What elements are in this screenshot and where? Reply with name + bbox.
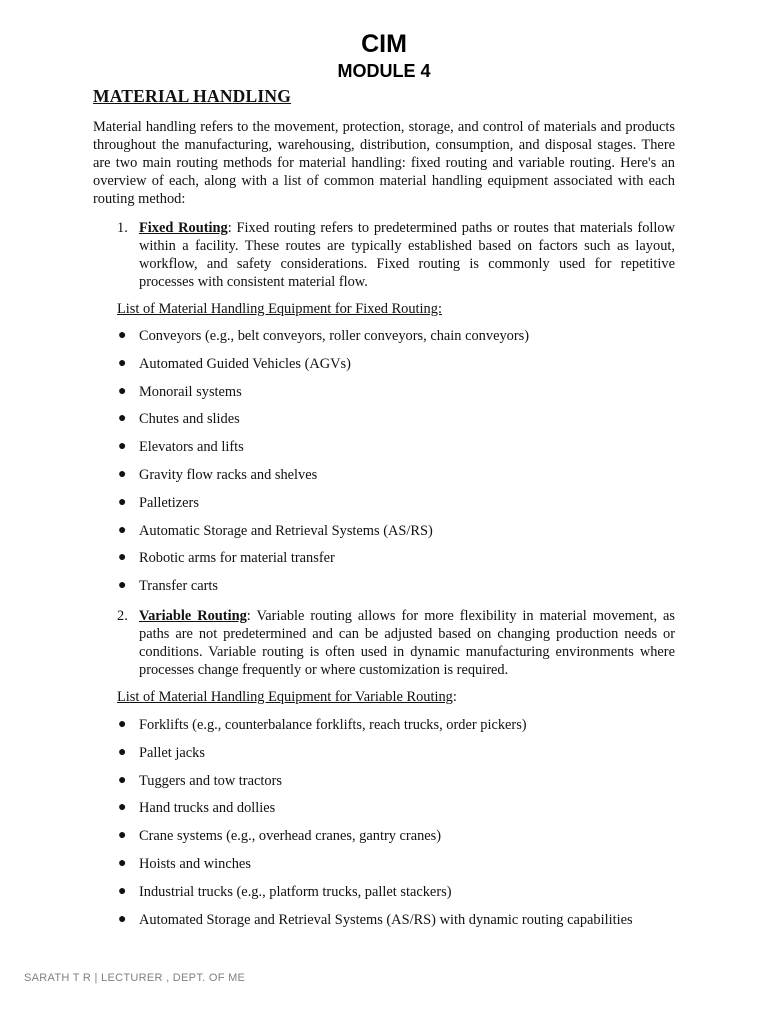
- fixed-list-heading: List of Material Handling Equipment for Fixed Routing:: [117, 301, 442, 317]
- bullet-icon: ●: [118, 355, 127, 371]
- bullet-icon: ●: [118, 578, 127, 594]
- bullet-icon: ●: [118, 883, 127, 899]
- list-item: ● Tuggers and tow tractors: [118, 772, 282, 789]
- bullet-icon: ●: [118, 439, 127, 455]
- bullet-icon: ●: [118, 911, 127, 927]
- bullet-icon: ●: [118, 717, 127, 732]
- bullet-icon: ●: [118, 494, 127, 510]
- list-item: ● Hand trucks and dollies: [118, 800, 276, 817]
- page-footer: SARATH T R | LECTURER , DEPT. OF ME: [24, 972, 246, 984]
- bullet-icon: ●: [118, 772, 127, 788]
- fixed-routing-description: : Fixed routing refers to predetermined paths or routes that materials follow within a facility. These routes are typically established based on factors such as layout, workflow, and safety considerations. Fixed routing is commonly used for repetitive processes with consistent material flow.: [139, 220, 675, 290]
- variable-routing-description: : Variable routing allows for more flexibility in material movement, as paths are not predetermined and can be adjusted based on changing production needs or conditions. Variable routing is often used in dynamic manufacturing environments where processes change frequently or where customization is required.: [139, 608, 675, 678]
- list-item: ● Crane systems (e.g., overhead cranes, gantry cranes): [118, 828, 442, 845]
- list-item: ● Robotic arms for material transfer: [118, 550, 335, 567]
- list-item: ● Elevators and lifts: [118, 439, 244, 456]
- variable-equipment-list: [117, 716, 633, 938]
- list-item: ● Automatic Storage and Retrieval Systems (AS/RS): [118, 522, 433, 539]
- variable-list-heading: [117, 688, 457, 706]
- bullet-icon: ●: [118, 411, 127, 427]
- list-item: ● Hoists and winches: [118, 855, 251, 872]
- list-item: ● Conveyors (e.g., belt conveyors, roller conveyors, chain conveyors): [118, 328, 530, 344]
- list-item: ● Monorail systems: [118, 383, 242, 400]
- fixed-routing-term: Fixed Routing: [139, 220, 228, 236]
- bullet-icon: ●: [118, 328, 127, 343]
- list-item: ● Industrial trucks (e.g., platform trucks, pallet stackers): [118, 883, 452, 900]
- fixed-routing-body: [139, 219, 675, 291]
- fixed-equipment-list: [117, 327, 529, 605]
- list-item: ● Transfer carts: [118, 578, 218, 595]
- variable-list-heading-colon: :: [452, 689, 457, 705]
- bullet-icon: ●: [118, 522, 127, 538]
- bullet-icon: ●: [118, 800, 127, 816]
- bullet-icon: ●: [118, 550, 127, 566]
- document-title: CIM: [361, 30, 407, 58]
- list-item: ● Automated Guided Vehicles (AGVs): [118, 355, 351, 372]
- module-label: MODULE 4: [337, 61, 431, 81]
- list-item: ● Palletizers: [118, 494, 199, 511]
- section-heading: MATERIAL HANDLING: [93, 86, 292, 106]
- bullet-icon: ●: [118, 855, 127, 871]
- bullet-icon: ●: [118, 744, 127, 760]
- intro-paragraph: Material handling refers to the movement, protection, storage, and control of materials and products throughout the manufacturing, warehousing, distribution, consumption, and disposal stages. There are two main routing methods for material handling: fixed routing and variable routing. Here's an overview of each, along with a list of common material handling equipment associated with each routing method:: [93, 119, 675, 207]
- bullet-icon: ●: [118, 828, 127, 844]
- list-item: ● Pallet jacks: [118, 744, 205, 761]
- variable-list-heading-text: List of Material Handling Equipment for Variable Routing: [117, 689, 453, 705]
- variable-routing-term: Variable Routing: [139, 608, 247, 624]
- list-item: ● Chutes and slides: [118, 411, 240, 428]
- variable-routing-body: [139, 607, 675, 679]
- bullet-icon: ●: [118, 466, 127, 482]
- bullet-icon: ●: [118, 383, 127, 399]
- document-header: [0, 30, 768, 82]
- list-item: ● Gravity flow racks and shelves: [118, 466, 318, 483]
- fixed-routing-number: 1.: [117, 220, 128, 236]
- list-item: ● Automated Storage and Retrieval Systems (AS/RS) with dynamic routing capabilities: [118, 911, 633, 928]
- variable-routing-number: 2.: [117, 608, 128, 624]
- list-item: ● Forklifts (e.g., counterbalance forklifts, reach trucks, order pickers): [118, 717, 527, 733]
